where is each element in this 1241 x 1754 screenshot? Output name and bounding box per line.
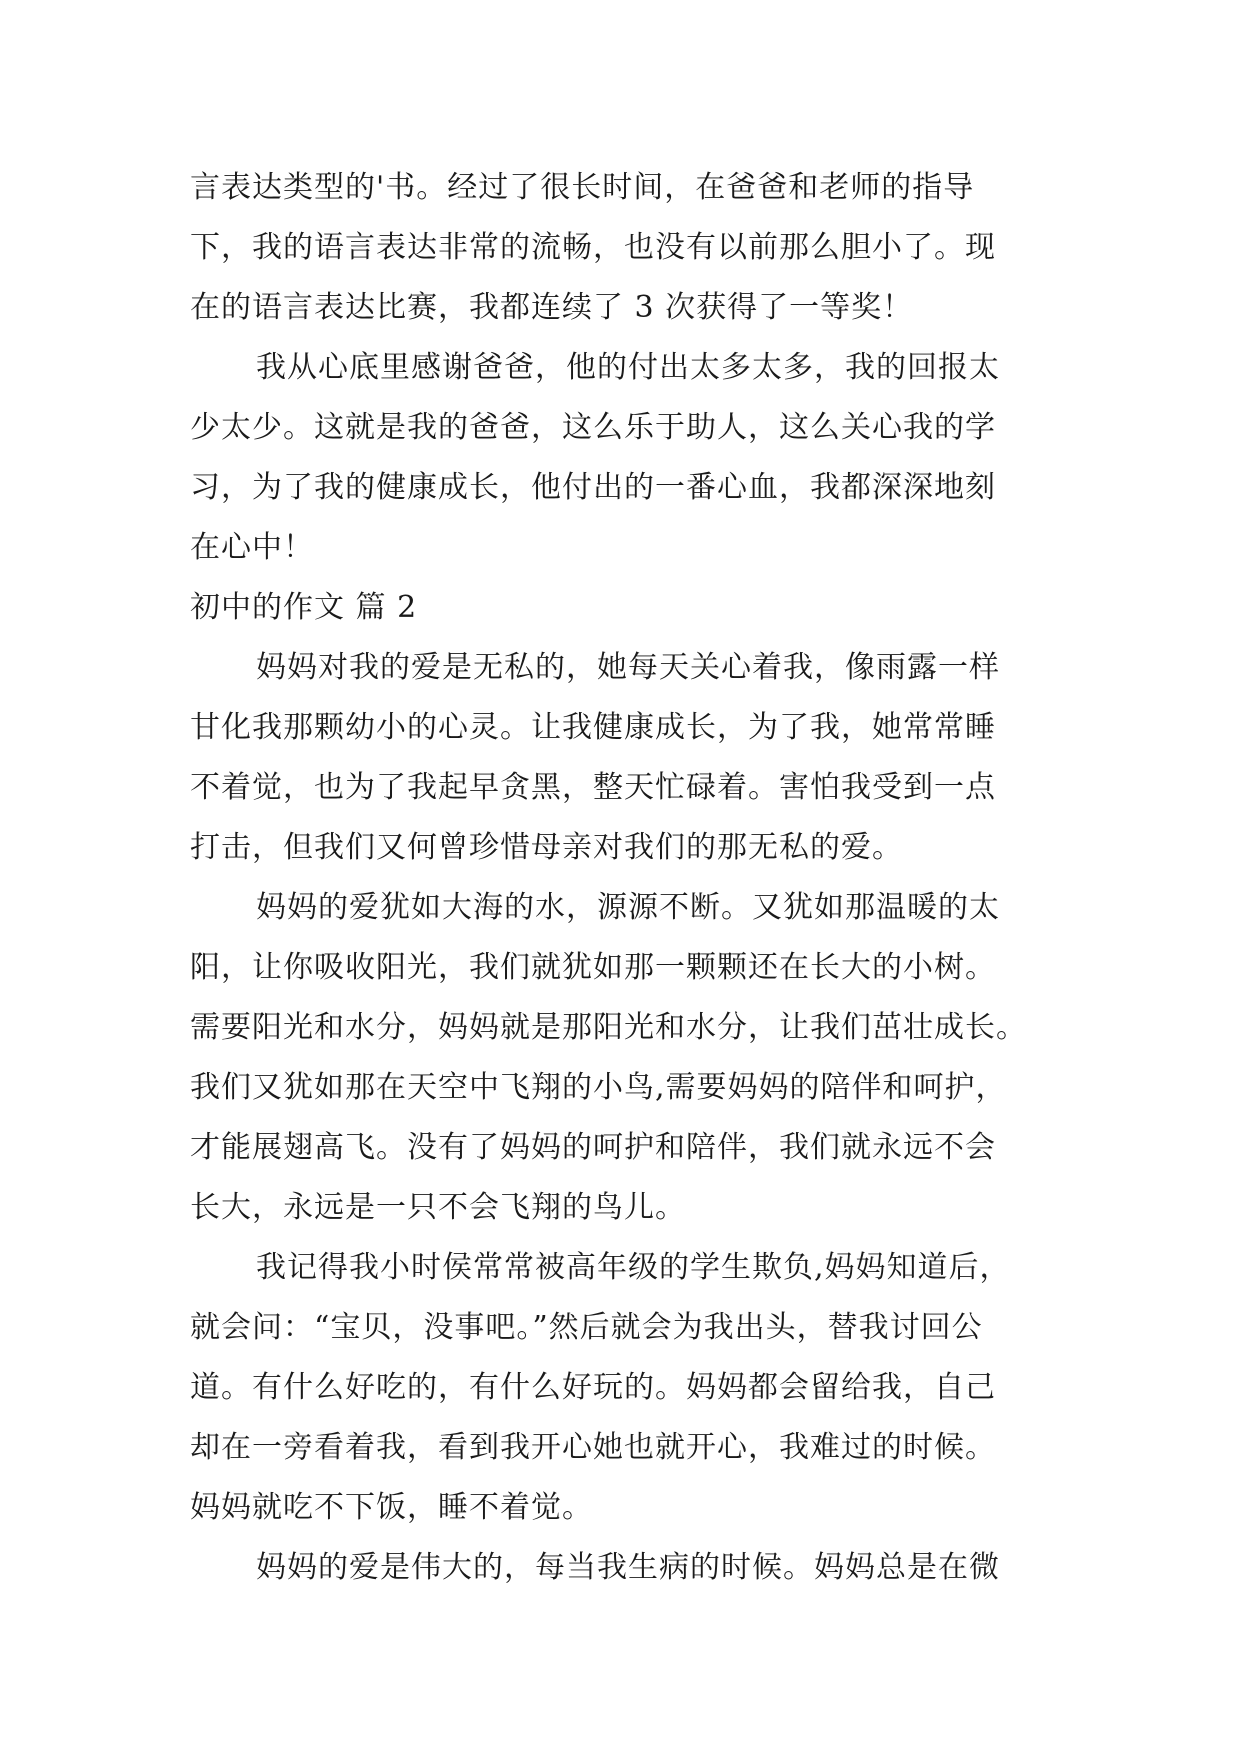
text-line: 阳，让你吸收阳光，我们就犹如那一颗颗还在长大的小树。 bbox=[190, 950, 996, 985]
text-line: 长大，永远是一只不会飞翔的鸟儿。 bbox=[190, 1190, 686, 1225]
text-line: 打击，但我们又何曾珍惜母亲对我们的那无私的爱。 bbox=[190, 830, 903, 865]
text-line: 需要阳光和水分，妈妈就是那阳光和水分，让我们茁壮成长。 bbox=[190, 1010, 1027, 1045]
text-line: 少太少。这就是我的爸爸，这么乐于助人，这么关心我的学 bbox=[190, 410, 996, 445]
text-line: 习，为了我的健康成长，他付出的一番心血，我都深深地刻 bbox=[190, 470, 996, 505]
text-line: 在心中！ bbox=[190, 530, 314, 565]
text-line: 甘化我那颗幼小的心灵。让我健康成长，为了我，她常常睡 bbox=[190, 710, 996, 745]
text-line: 就会问：“宝贝，没事吧。”然后就会为我出头，替我讨回公 bbox=[190, 1310, 983, 1345]
text-line: 在的语言表达比赛，我都连续了 3 次获得了一等奖！ bbox=[190, 290, 914, 325]
paragraph-1 bbox=[190, 638, 1070, 878]
text-line: 道。有什么好吃的，有什么好玩的。妈妈都会留给我，自己 bbox=[190, 1370, 996, 1405]
text-line: 下，我的语言表达非常的流畅，也没有以前那么胆小了。现 bbox=[190, 230, 996, 265]
text-line: 我从心底里感谢爸爸，他的付出太多太多，我的回报太 bbox=[256, 350, 1000, 385]
text-line: 妈妈就吃不下饭，睡不着觉。 bbox=[190, 1490, 593, 1525]
text-line: 不着觉，也为了我起早贪黑，整天忙碌着。害怕我受到一点 bbox=[190, 770, 996, 805]
paragraph-3 bbox=[190, 1238, 1070, 1538]
text-line: 却在一旁看着我，看到我开心她也就开心，我难过的时候。 bbox=[190, 1430, 996, 1465]
text-line: 妈妈的爱是伟大的，每当我生病的时候。妈妈总是在微 bbox=[256, 1550, 1000, 1585]
text-line: 妈妈对我的爱是无私的，她每天关心着我，像雨露一样 bbox=[256, 650, 1000, 685]
thanks-paragraph bbox=[190, 338, 1070, 578]
continuation-paragraph bbox=[190, 158, 1070, 338]
paragraph-2 bbox=[190, 878, 1070, 1238]
text-line: 言表达类型的'书。经过了很长时间，在爸爸和老师的指导 bbox=[190, 170, 975, 205]
text-line: 才能展翅高飞。没有了妈妈的呵护和陪伴，我们就永远不会 bbox=[190, 1130, 996, 1165]
text-line: 我记得我小时侯常常被高年级的学生欺负,妈妈知道后， bbox=[256, 1250, 1011, 1285]
paragraph-4 bbox=[190, 1538, 1070, 1598]
document-body bbox=[190, 158, 1070, 1598]
section-heading: 初中的作文 篇 2 bbox=[190, 590, 418, 625]
text-line: 妈妈的爱犹如大海的水，源源不断。又犹如那温暖的太 bbox=[256, 890, 1000, 925]
text-line: 我们又犹如那在天空中飞翔的小鸟,需要妈妈的陪伴和呵护， bbox=[190, 1070, 1007, 1105]
